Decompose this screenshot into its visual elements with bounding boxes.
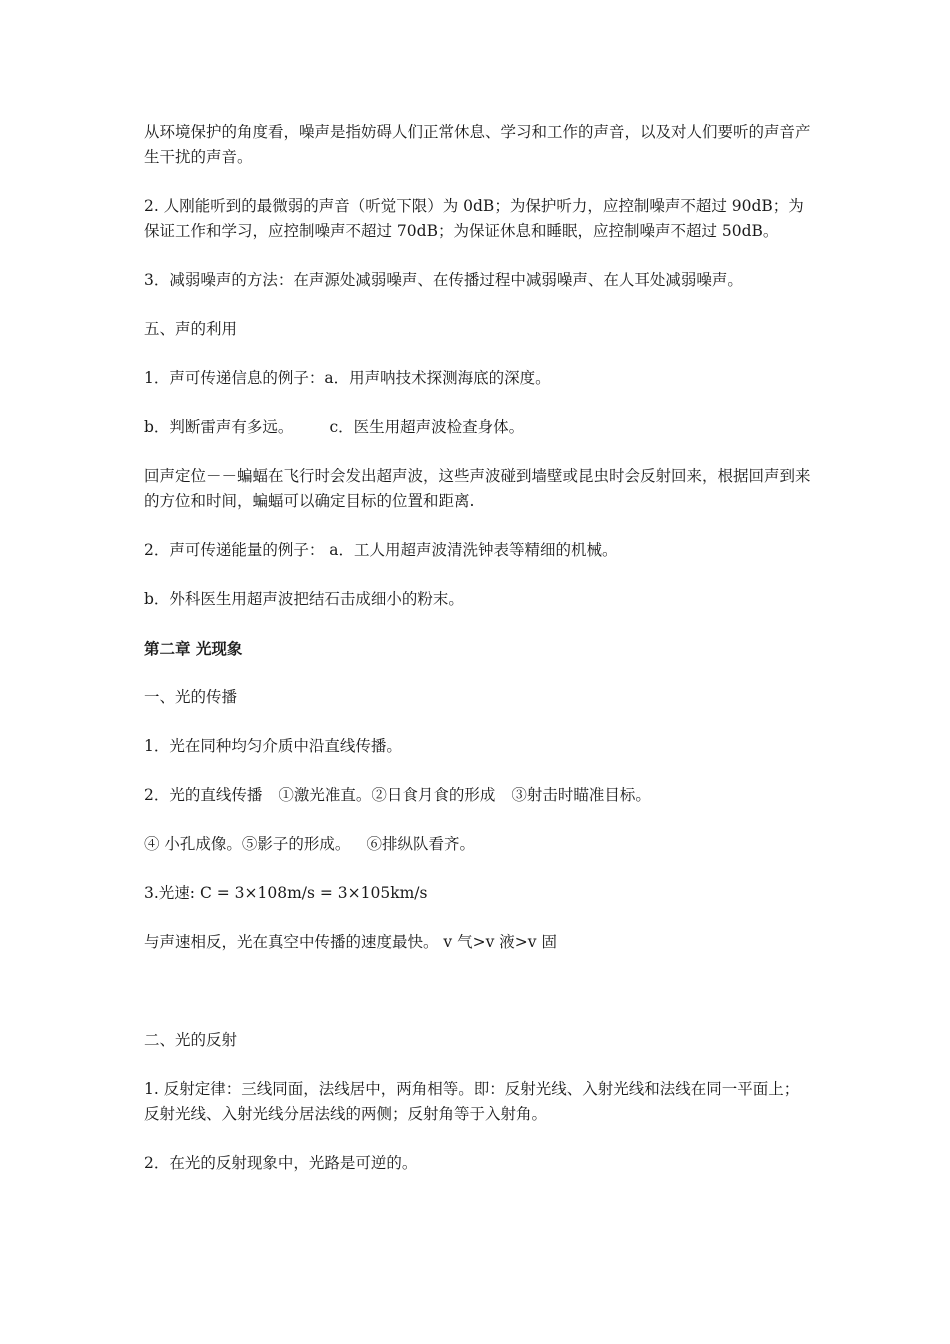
shadow-examples-1: ④ 小孔成像。⑤影子的形成。 — [144, 835, 351, 853]
paragraph-light-speed: 3.光速: C = 3×108m/s = 3×105km/s — [144, 884, 428, 902]
chapter-heading-light: 第二章 光现象 — [144, 639, 243, 658]
section-heading-light-propagation: 一、光的传播 — [144, 688, 238, 706]
example-c: c．医生用超声波检查身体。 — [329, 418, 525, 436]
paragraph-straight-line: 1．光在同种均匀介质中沿直线传播。 — [144, 737, 402, 755]
section-heading-sound-use: 五、声的利用 — [144, 320, 238, 338]
paragraph-noise-definition: 从环境保护的角度看，噪声是指妨碍人们正常休息、学习和工作的声音，以及对人们要听的声音产生干扰的声音。 — [144, 123, 811, 166]
paragraph-shadow-examples — [144, 832, 814, 857]
paragraph-sound-info-example: 1．声可传递信息的例子：a．用声呐技术探测海底的深度。 — [144, 369, 551, 387]
straight-line-label: 2．光的直线传播 — [144, 786, 263, 804]
example-b: b．判断雷声有多远。 — [144, 418, 294, 436]
paragraph-reflection-law: 1. 反射定律：三线同面，法线居中，两角相等。即：反射光线、入射光线和法线在同一平面上；反射光线、入射光线分居法线的两侧；反射角等于入射角。 — [144, 1080, 800, 1123]
straight-line-examples-2: ③射击时瞄准目标。 — [511, 786, 651, 804]
section-heading-reflection: 二、光的反射 — [144, 1031, 238, 1049]
blank-line — [144, 979, 814, 1028]
shadow-examples-2: ⑥排纵队看齐。 — [366, 835, 475, 853]
paragraph-echolocation: 回声定位－－蝙蝠在飞行时会发出超声波，这些声波碰到墙壁或昆虫时会反射回来，根据回声到来的方位和时间，蝙蝠可以确定目标的位置和距离. — [144, 467, 811, 510]
paragraph-reversible-path: 2．在光的反射现象中，光路是可逆的。 — [144, 1154, 418, 1172]
paragraph-noise-reduction: 3．减弱噪声的方法：在声源处减弱噪声、在传播过程中减弱噪声、在人耳处减弱噪声。 — [144, 271, 743, 289]
paragraph-sound-energy-example: 2．声可传递能量的例子： a．工人用超声波清洗钟表等精细的机械。 — [144, 541, 618, 559]
paragraph-sound-energy-example-b: b．外科医生用超声波把结石击成细小的粉末。 — [144, 590, 464, 608]
straight-line-examples-1: ①激光准直。②日食月食的形成 — [278, 786, 496, 804]
paragraph-noise-levels: 2. 人刚能听到的最微弱的声音（听觉下限）为 0dB；为保护听力，应控制噪声不超过 90dB；为保证工作和学习，应控制噪声不超过 70dB；为保证休息和睡眠，应控制噪声不超过 50dB。 — [144, 197, 804, 240]
paragraph-sound-info-examples-bc — [144, 415, 814, 440]
paragraph-straight-line-examples — [144, 783, 814, 808]
paragraph-light-speed-comparison: 与声速相反，光在真空中传播的速度最快。 v 气>v 液>v 固 — [144, 933, 557, 951]
document-page — [144, 120, 814, 1200]
